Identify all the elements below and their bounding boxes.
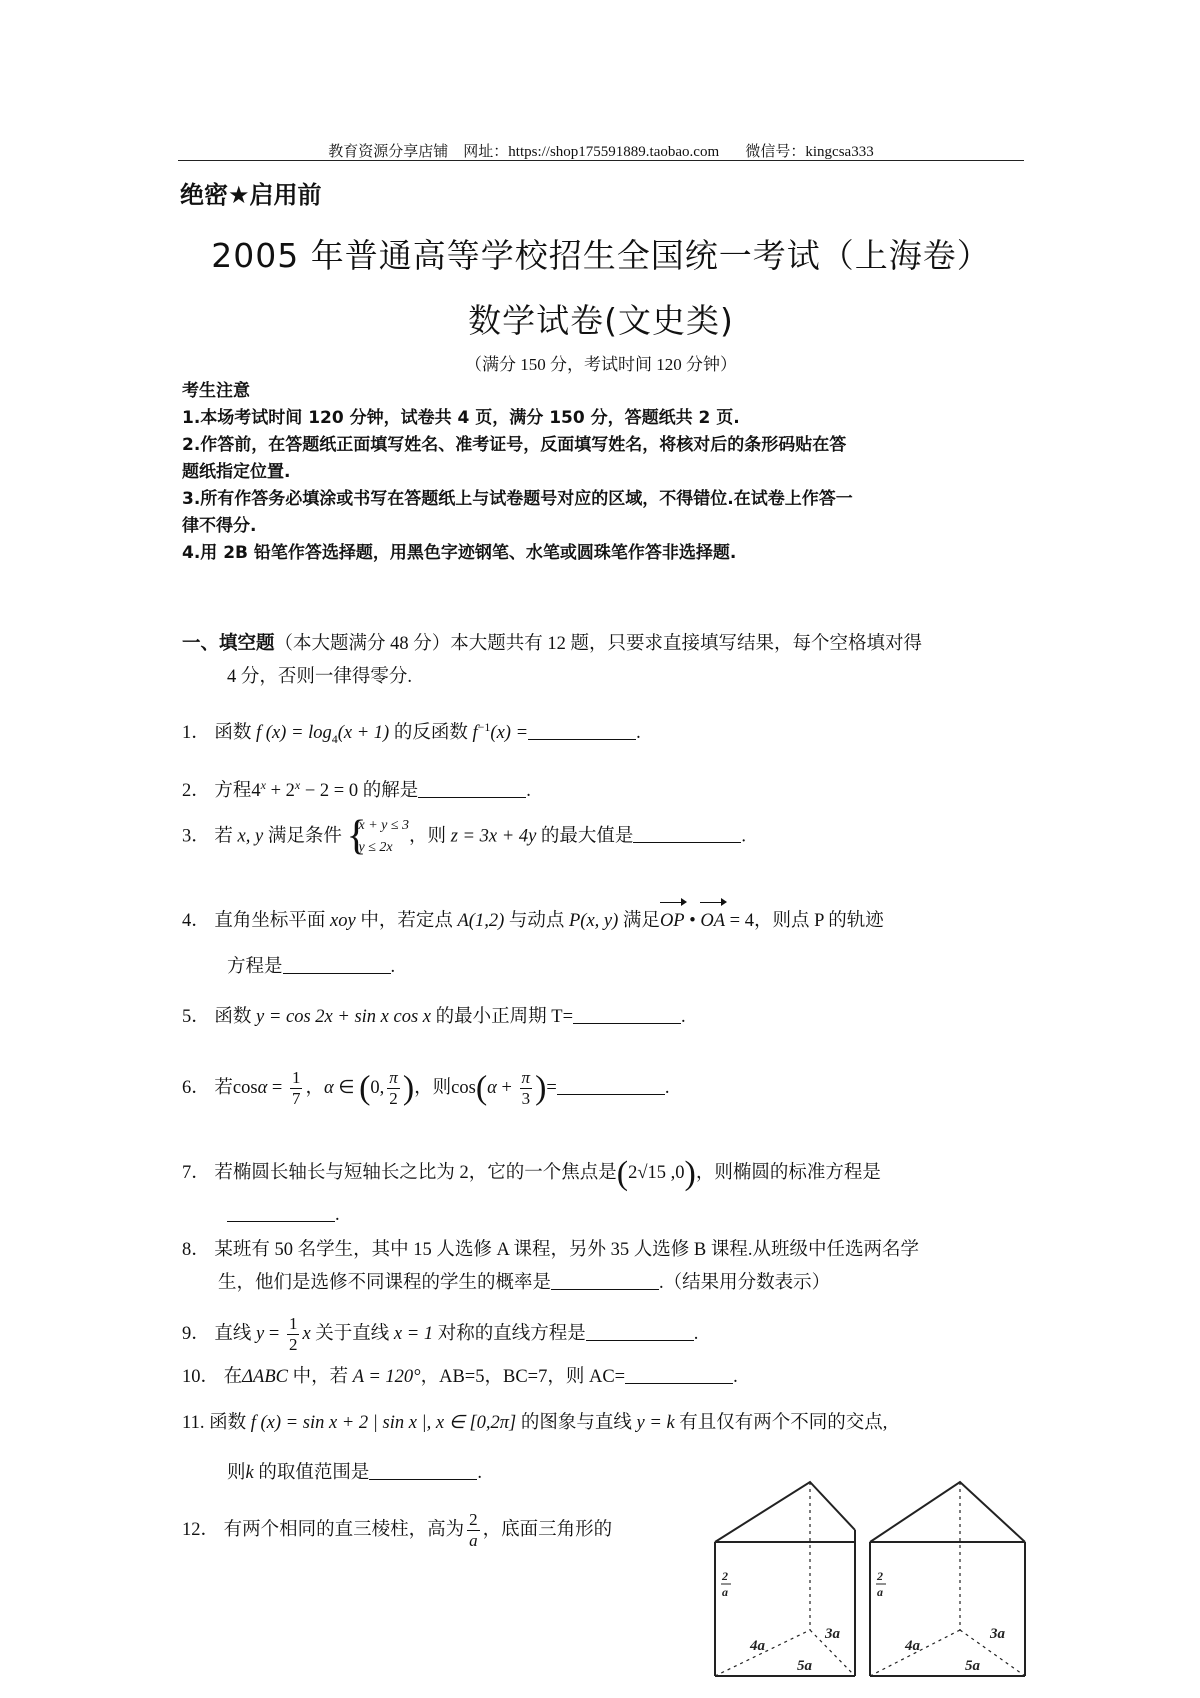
question-10 bbox=[182, 1362, 1024, 1392]
header-shop: 教育资源分享店铺 bbox=[328, 144, 449, 160]
prism-left-edge-4a: 4a bbox=[750, 1638, 765, 1654]
q-math: A = 120° bbox=[352, 1367, 421, 1387]
prism-right-edge-3a: 3a bbox=[990, 1626, 1005, 1642]
q-text: 的取值范围是 bbox=[253, 1463, 370, 1483]
answer-blank-9[interactable] bbox=[586, 1320, 694, 1341]
prism-left-edge-5a: 5a bbox=[797, 1658, 812, 1674]
q-text: = bbox=[546, 1077, 557, 1098]
q-math: A(1,2) bbox=[457, 911, 505, 931]
q-math: 2√15 ,0 bbox=[628, 1163, 685, 1183]
q-text: 有且仅有两个不同的交点, bbox=[674, 1413, 888, 1433]
q-sup: x bbox=[260, 778, 266, 792]
q-text: 有两个相同的直三棱柱，高为 bbox=[223, 1519, 465, 1540]
question-5 bbox=[182, 1002, 1024, 1032]
section-desc-2: 4 分，否则一律得零分. bbox=[227, 667, 413, 687]
prism-right-height-den: a bbox=[877, 1585, 883, 1599]
q-text: ，则 bbox=[409, 826, 451, 847]
question-number: 6． bbox=[182, 1077, 210, 1098]
question-8-line2 bbox=[182, 1268, 1024, 1298]
q-math: f (x) = sin x + 2 | sin x |, x ∈ [0,2π] bbox=[250, 1413, 517, 1433]
q-text: 在 bbox=[223, 1367, 243, 1387]
q-text: 对称的直线方程是 bbox=[433, 1323, 586, 1344]
q-math: y = k bbox=[636, 1413, 675, 1433]
q-math: + 2 bbox=[265, 781, 295, 802]
paren-open: ( bbox=[616, 1154, 629, 1192]
q-end: . bbox=[335, 1205, 340, 1225]
q-math: xoy bbox=[330, 911, 356, 931]
q-end: . bbox=[733, 1367, 738, 1387]
frac-num: 1 bbox=[291, 1068, 301, 1087]
q-text: 方程 bbox=[214, 781, 252, 802]
secret-mark: 绝密★启用前 bbox=[180, 181, 322, 209]
q-math: f bbox=[472, 723, 478, 744]
q-text: 函数 bbox=[209, 1413, 251, 1433]
q-math: P(x, y) bbox=[569, 911, 619, 931]
q-text: ，则cos bbox=[414, 1077, 476, 1098]
section-lead: 一、填空题 bbox=[182, 633, 275, 654]
answer-blank-11[interactable] bbox=[369, 1459, 477, 1480]
header-wechat-label: 微信号： bbox=[745, 144, 806, 160]
frac-num: 2 bbox=[469, 1510, 478, 1529]
q-end: . bbox=[390, 957, 396, 977]
q-math: = bbox=[264, 1323, 284, 1344]
exam-subtitle: 数学试卷(文史类) bbox=[468, 301, 734, 340]
q-text: 的解是 bbox=[358, 781, 419, 802]
q-text: 直角坐标平面 bbox=[214, 911, 331, 931]
question-6 bbox=[182, 1068, 1024, 1109]
q-text: 中，若定点 bbox=[355, 911, 458, 931]
q-math: α bbox=[257, 1077, 268, 1098]
q-text: = 4，则点 P 的轨迹 bbox=[725, 911, 884, 931]
q-sub: 4 bbox=[331, 731, 338, 746]
section-fill-in bbox=[182, 627, 1024, 694]
question-11 bbox=[182, 1408, 1024, 1438]
fraction-1-2 bbox=[287, 1314, 300, 1355]
answer-blank-4[interactable] bbox=[283, 953, 391, 974]
prism-right-height-num: 2 bbox=[877, 1569, 883, 1583]
q-text: 与动点 bbox=[504, 911, 569, 931]
q-text: 的最小正周期 T= bbox=[431, 1007, 574, 1027]
paren-close: ) bbox=[402, 1069, 415, 1107]
q-text: 关于直线 bbox=[310, 1323, 394, 1344]
question-9 bbox=[182, 1314, 1024, 1355]
paren-open: ( bbox=[359, 1069, 371, 1107]
question-1 bbox=[182, 712, 1024, 754]
q-math: x, y bbox=[237, 826, 264, 847]
answer-blank-5[interactable] bbox=[573, 1003, 681, 1024]
q-math: f (x) = log bbox=[256, 723, 332, 744]
frac-den: a bbox=[469, 1531, 478, 1550]
prism-left-height-den: a bbox=[722, 1585, 728, 1599]
question-number: 12． bbox=[182, 1519, 220, 1540]
notes-item: 4.用 2B 铅笔作答选择题，用黑色字迹钢笔、水笔或圆珠笔作答非选择题. bbox=[182, 543, 737, 563]
brace-glyph: { bbox=[346, 813, 367, 859]
q-math: α bbox=[323, 1077, 334, 1098]
q-text: ，AB=5，BC=7，则 AC= bbox=[420, 1367, 626, 1387]
vector-op: OP bbox=[660, 906, 685, 936]
answer-blank-10[interactable] bbox=[625, 1363, 733, 1384]
question-number: 11. bbox=[182, 1413, 205, 1433]
fraction-pi-2 bbox=[387, 1068, 400, 1109]
question-number: 2． bbox=[182, 781, 210, 802]
q-math: x bbox=[302, 1323, 311, 1344]
prism-right-edge-4a: 4a bbox=[905, 1638, 920, 1654]
frac-den: 2 bbox=[288, 1335, 298, 1354]
q-text: 直线 bbox=[214, 1323, 257, 1344]
answer-blank-3[interactable] bbox=[633, 822, 741, 843]
answer-blank-7[interactable] bbox=[227, 1201, 335, 1222]
fraction-pi-3 bbox=[520, 1068, 533, 1109]
header-wechat: kingcsa333 bbox=[805, 144, 874, 160]
q-text: 则 bbox=[227, 1463, 246, 1483]
q-text: ，底面三角形的 bbox=[482, 1519, 613, 1540]
fraction-2-a bbox=[467, 1510, 480, 1551]
question-4-line2 bbox=[182, 952, 1024, 982]
q-sup: −1 bbox=[477, 720, 491, 734]
question-3 bbox=[182, 815, 1024, 859]
q-math: y bbox=[256, 1323, 265, 1344]
q-math: • bbox=[684, 911, 701, 931]
q-text: 的图象与直线 bbox=[516, 1413, 637, 1433]
answer-blank-6[interactable] bbox=[557, 1074, 665, 1095]
q-text: 若 bbox=[214, 826, 238, 847]
question-number: 7． bbox=[182, 1163, 210, 1183]
frac-num: π bbox=[389, 1068, 398, 1087]
notes-item: 1.本场考试时间 120 分钟，试卷共 4 页，满分 150 分，答题纸共 2 页. bbox=[182, 408, 740, 428]
q-text: ， bbox=[305, 1077, 324, 1098]
q-math: x = 1 bbox=[393, 1323, 434, 1344]
question-number: 5． bbox=[182, 1007, 210, 1027]
q-text: 满足条件 bbox=[263, 826, 342, 847]
q-math: α bbox=[487, 1077, 497, 1098]
q-text: 中，若 bbox=[287, 1367, 353, 1387]
q-end: . bbox=[477, 1463, 482, 1483]
q-math: − 2 = 0 bbox=[300, 781, 359, 802]
question-7-line2 bbox=[182, 1200, 1024, 1230]
q-end: .（结果用分数表示） bbox=[659, 1273, 831, 1293]
vector-oa: OA bbox=[700, 906, 725, 936]
prism-left-edge-3a: 3a bbox=[825, 1626, 840, 1642]
q-math: z = 3x + 4y bbox=[450, 826, 537, 847]
q-text: 方程是 bbox=[227, 957, 283, 977]
q-end: . bbox=[741, 826, 747, 847]
notes-heading: 考生注意 bbox=[182, 381, 250, 401]
q-text: 的最大值是 bbox=[536, 826, 634, 847]
q-text: 若cos bbox=[214, 1077, 258, 1098]
answer-blank-8[interactable] bbox=[551, 1269, 659, 1290]
notes-item: 3.所有作答务必填涂或书写在答题纸上与试卷题号对应的区域，不得错位.在试卷上作答一 bbox=[182, 489, 853, 509]
prism-right bbox=[870, 1482, 1025, 1676]
q-math: 0, bbox=[370, 1077, 385, 1098]
frac-den: 7 bbox=[291, 1089, 301, 1108]
question-number: 4． bbox=[182, 911, 210, 931]
question-12 bbox=[182, 1510, 702, 1551]
page-header bbox=[180, 140, 1022, 161]
q-text: 的反函数 bbox=[389, 723, 473, 744]
paren-close: ) bbox=[535, 1069, 547, 1107]
q-end: . bbox=[664, 1077, 670, 1098]
paren-close: ) bbox=[684, 1154, 696, 1192]
q-math: (x) = bbox=[490, 723, 529, 744]
answer-blank-1[interactable] bbox=[528, 719, 636, 740]
prism-left-height-num: 2 bbox=[722, 1569, 728, 1583]
q-math: y = cos 2x + sin x cos x bbox=[256, 1007, 432, 1027]
notes-item: 律不得分. bbox=[182, 516, 257, 536]
header-url[interactable]: https://shop175591889.taobao.com bbox=[508, 144, 720, 160]
header-url-label: 网址： bbox=[463, 144, 509, 160]
q-end: . bbox=[636, 723, 641, 744]
q-math: 4 bbox=[251, 781, 261, 802]
q-text: 生，他们是选修不同课程的学生的概率是 bbox=[218, 1273, 552, 1293]
frac-den: 2 bbox=[389, 1089, 398, 1108]
q-end: . bbox=[693, 1323, 699, 1344]
q-math: k bbox=[245, 1463, 254, 1483]
q-text: 若椭圆长轴长与短轴长之比为 2，它的一个焦点是 bbox=[214, 1163, 617, 1183]
question-number: 8． bbox=[182, 1240, 210, 1260]
q-text: 满足 bbox=[618, 911, 660, 931]
exam-subnote: （满分 150 分，考试时间 120 分钟） bbox=[465, 355, 737, 374]
constraint-system bbox=[346, 815, 409, 859]
notes-item: 2.作答前，在答题纸正面填写姓名、准考证号，反面填写姓名，将核对后的条形码贴在答 bbox=[182, 435, 847, 455]
frac-num: 1 bbox=[288, 1314, 298, 1333]
q-math: ΔABC bbox=[242, 1367, 288, 1387]
header-divider bbox=[178, 160, 1024, 161]
q-sup: x bbox=[294, 778, 301, 792]
exam-title: 2005 年普通高等学校招生全国统一考试（上海卷） bbox=[211, 236, 991, 275]
frac-den: 3 bbox=[521, 1089, 531, 1108]
q-math: (x + 1) bbox=[337, 723, 390, 744]
question-number: 10． bbox=[182, 1367, 220, 1387]
prism-left bbox=[715, 1482, 855, 1676]
q-end: . bbox=[681, 1007, 686, 1027]
section-desc: （本大题满分 48 分）本大题共有 12 题，只要求直接填写结果，每个空格填对得 bbox=[274, 634, 923, 654]
answer-blank-2[interactable] bbox=[418, 777, 526, 798]
prism-right-edge-5a: 5a bbox=[965, 1658, 980, 1674]
question-number: 1． bbox=[182, 723, 210, 744]
question-2 bbox=[182, 770, 1024, 806]
paren-open: ( bbox=[475, 1069, 488, 1107]
question-7 bbox=[182, 1154, 1024, 1192]
q-math: ∈ bbox=[333, 1077, 360, 1098]
question-8 bbox=[182, 1235, 1024, 1265]
fraction-1-7 bbox=[290, 1068, 303, 1109]
prism-figure bbox=[710, 1480, 1050, 1680]
question-4 bbox=[182, 906, 1024, 936]
q-text: 函数 bbox=[214, 723, 252, 744]
q-math: + bbox=[496, 1077, 517, 1098]
q-text: ，则椭圆的标准方程是 bbox=[695, 1163, 881, 1183]
q-text: 函数 bbox=[214, 1007, 257, 1027]
notes-item: 题纸指定位置. bbox=[182, 462, 291, 482]
frac-num: π bbox=[521, 1068, 531, 1087]
question-number: 3． bbox=[182, 826, 210, 847]
candidate-notes bbox=[182, 378, 1024, 567]
question-number: 9． bbox=[182, 1323, 210, 1344]
q-end: . bbox=[526, 781, 531, 802]
constraint-1: x + y ≤ 3 bbox=[358, 818, 410, 833]
q-text: 某班有 50 名学生，其中 15 人选修 A 课程，另外 35 人选修 B 课程.从班级中任选两名学 bbox=[214, 1240, 919, 1260]
q-math: = bbox=[267, 1077, 287, 1098]
constraint-2: y ≤ 2x bbox=[358, 840, 393, 855]
